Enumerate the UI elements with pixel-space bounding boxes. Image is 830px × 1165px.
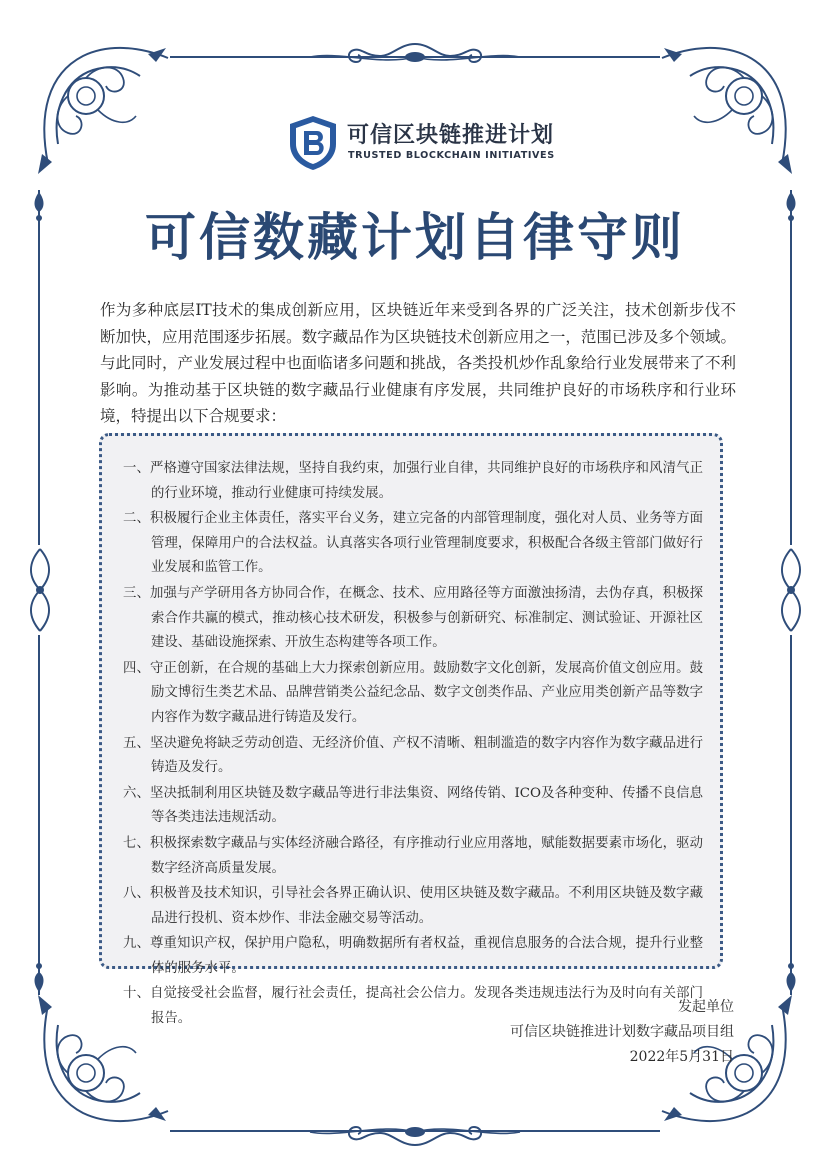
rules-list (123, 457, 703, 1033)
top-center-ornament (300, 40, 530, 74)
rule-item: 二、积极履行企业主体责任，落实平台义务，建立完备的内部管理制度，强化对人员、业务等方面管理，保障用户的合法权益。认真落实各项行业管理制度要求，积极配合各级主管部门做好行业发展和监管工作。 (123, 511, 703, 576)
right-middle-ornament (773, 545, 809, 635)
left-bottom-drop-ornament (30, 960, 48, 994)
rule-item: 六、坚决抵制利用区块链及数字藏品等进行非法集资、网络传销、ICO及各种变种、传播不良信息等各类违法违规活动。 (123, 785, 703, 826)
rule-item: 四、守正创新，在合规的基础上大力探索创新应用。鼓励数字文化创新，发展高价值文创应用。鼓励文博衍生类艺术品、品牌营销类公益纪念品、数字文创类作品、产业应用类创新产品等数字内容作为数字藏品进行铸造及发行。 (123, 660, 703, 725)
rule-item: 七、积极探索数字藏品与实体经济融合路径，有序推动行业应用落地，赋能数据要素市场化，驱动数字经济高质量发展。 (123, 835, 703, 876)
signature-organization: 可信区块链推进计划数字藏品项目组 (510, 1024, 734, 1040)
left-middle-ornament (22, 545, 58, 635)
signature-date: 2022年5月31日 (629, 1049, 734, 1065)
rule-item: 十、自觉接受社会监督，履行社会责任，提高社会公信力。发现各类违规违法行为及时向有关部门报告。 (123, 986, 703, 1027)
rule-item: 八、积极普及技术知识，引导社会各界正确认识、使用区块链及数字藏品。不利用区块链及数字藏品进行投机、资本炒作、非法金融交易等活动。 (123, 886, 703, 926)
corner-ornament-top-left (28, 34, 178, 184)
corner-ornament-top-right (652, 34, 802, 184)
bottom-center-ornament (300, 1115, 530, 1149)
intro-paragraph: 作为多种底层IT技术的集成创新应用，区块链近年来受到各界的广泛关注，技术创新步伐不断加快，应用范围逐步拓展。数字藏品作为区块链技术创新应用之一，范围已涉及多个领域。与此同时，产业发展过程中也面临诸多问题和挑战，各类投机炒作乱象给行业发展带来了不利影响。为推动基于区块链的数字藏品行业健康有序发展，共同维护良好的市场秩序和行业环境，特提出以下合规要求： (100, 301, 736, 425)
rule-item: 一、严格遵守国家法律法规，坚持自我约束，加强行业自律，共同维护良好的市场秩序和风清气正的行业环境，推动行业健康可持续发展。 (123, 461, 703, 501)
page-title: 可信数藏计划自律守则 (144, 209, 685, 268)
rule-item: 三、加强与产学研用各方协同合作，在概念、技术、应用路径等方面激浊扬清，去伪存真，积极探索合作共赢的模式，推动核心技术研发，积极参与创新研究、标准制定、测试验证、开源社区建设、基础设施探索、开放生态构建等各项工作。 (123, 585, 703, 651)
signature-label: 发起单位 (678, 999, 734, 1015)
signature-block (510, 995, 734, 1070)
rule-item: 九、尊重知识产权，保护用户隐私，明确数据所有者权益，重视信息服务的合法合规，提升行业整体的服务水平。 (123, 936, 703, 976)
logo-chinese-name: 可信区块链推进计划 (347, 123, 555, 148)
right-bottom-drop-ornament (782, 960, 800, 994)
rule-item: 五、坚决避免将缺乏劳动创造、无经济价值、产权不清晰、粗制滥造的数字内容作为数字藏品进行铸造及发行。 (123, 735, 703, 776)
blockchain-shield-icon (287, 114, 339, 172)
organization-logo (287, 114, 555, 172)
logo-english-name: TRUSTED BLOCKCHAIN INITIATIVES (348, 150, 555, 161)
